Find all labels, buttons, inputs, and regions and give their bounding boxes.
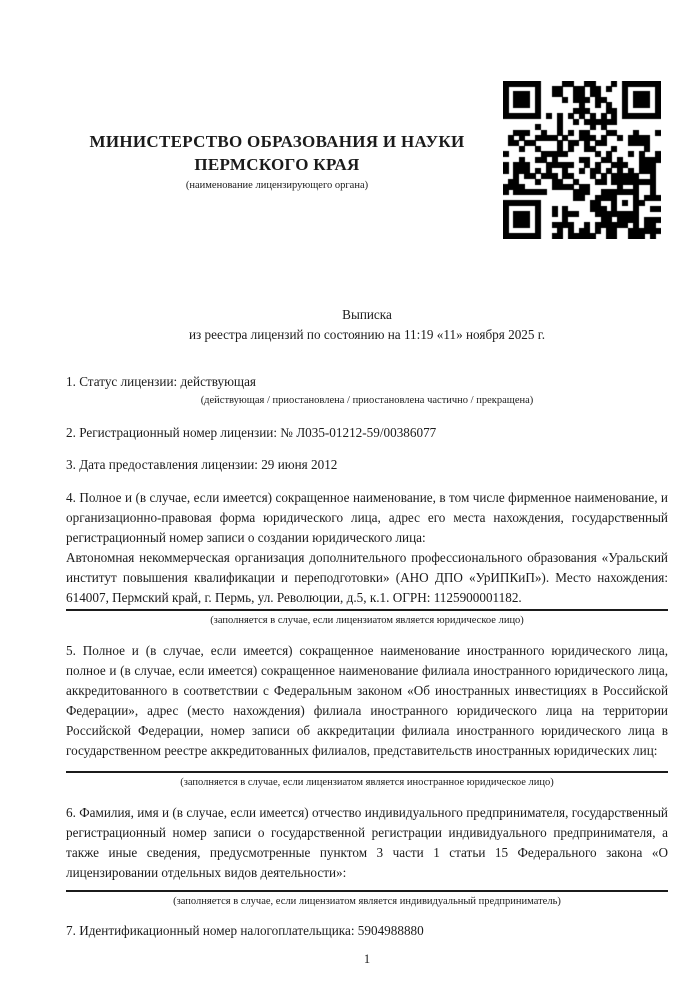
document-body — [66, 372, 668, 967]
item-registration-number: 2. Регистрационный номер лицензии: № Л035-01212-59/00386077 — [66, 425, 437, 440]
individual-entrepreneur-caption: (заполняется в случае, если лицензиатом является индивидуальный предприниматель) — [173, 896, 561, 907]
ministry-name-line2: ПЕРМСКОГО КРАЯ — [194, 155, 360, 174]
item-license-grant-date: 3. Дата предоставления лицензии: 29 июня 2012 — [66, 457, 338, 472]
document-title-line1: Выписка — [342, 307, 392, 322]
foreign-entity-caption: (заполняется в случае, если лицензиатом является иностранное юридическое лицо) — [180, 777, 554, 788]
item-taxpayer-number: 7. Идентификационный номер налогоплательщика: 5904988880 — [66, 923, 424, 938]
item-legal-entity — [66, 488, 668, 627]
item-foreign-entity — [66, 641, 668, 789]
licensing-authority-caption: (наименование лицензирующего органа) — [185, 180, 369, 191]
answer-underline — [66, 609, 668, 611]
ministry-name-line1: МИНИСТЕРСТВО ОБРАЗОВАНИЯ И НАУКИ — [89, 132, 465, 151]
license-status-options-caption: (действующая / приостановлена / приостановлена частично / прекращена) — [200, 395, 534, 406]
licensing-authority-header — [66, 130, 488, 193]
page-number: 1 — [363, 952, 371, 966]
qr-code — [503, 81, 661, 239]
item-license-status — [66, 372, 668, 407]
item-individual-entrepreneur — [66, 803, 668, 908]
legal-entity-answer: Автономная некоммерческая организация дополнительного профессионального образования «Уральский институт повышения квалификации и переподготовки» (АНО ДПО «УрИПКиП»). Место нахождения: 614007, Пермский край, г. Пермь, ул. Революции, д.5, к.1. ОГРН: 1125900001182. — [66, 550, 668, 605]
answer-underline — [66, 771, 668, 773]
foreign-entity-question: 5. Полное и (в случае, если имеется) сокращенное наименование иностранного юридического лица, полное и (в случае, если имеется) сокращенное наименование филиала иностранного юридического лица, аккредитованного в соответствии с Федеральным законом «Об иностранных инвестициях в Российской Федерации», адрес (место нахождения) филиала иностранного юридического лица на территории Российской Федерации, номер записи об аккредитации филиала иностранного юридического лица в государственном реестре аккредитованных филиалов, представительств иностранных юридических лиц: — [66, 643, 668, 758]
license-status-text: 1. Статус лицензии: действующая — [66, 374, 257, 389]
individual-entrepreneur-question: 6. Фамилия, имя и (в случае, если имеется) отчество индивидуального предпринимателя, государственный регистрационный номер записи о государственной регистрации индивидуального предпринимателя, а также иные сведения, предусмотренные пунктом 3 части 1 статьи 15 Федерального закона «О лицензировании отдельных видов деятельности»: — [66, 805, 668, 880]
document-title — [66, 305, 668, 345]
legal-entity-question: 4. Полное и (в случае, если имеется) сокращенное наименование, в том числе фирменное наименование, и организационно-правовая форма юридического лица, адрес его места нахождения, государственный регистрационный номер записи о создании юридического лица: — [66, 490, 668, 545]
document-title-line2: из реестра лицензий по состоянию на 11:19 «11» ноября 2025 г. — [188, 327, 546, 342]
answer-underline — [66, 890, 668, 892]
legal-entity-caption: (заполняется в случае, если лицензиатом является юридическое лицо) — [210, 615, 524, 626]
